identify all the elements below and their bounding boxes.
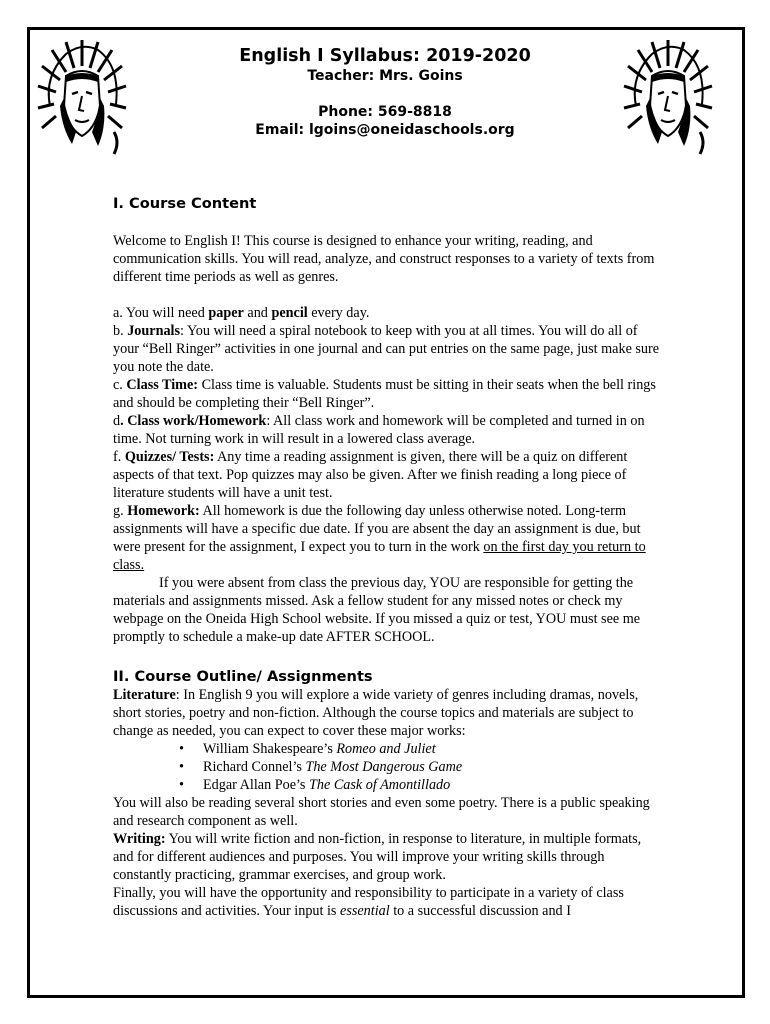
rule-c-class-time: c. Class Time: Class time is valuable. Students must be sitting in their seats when the bell rings and should be completing their “Bell Ringer”. <box>113 377 656 411</box>
list-item: • Edgar Allan Poe’s The Cask of Amontillado <box>203 776 661 794</box>
phone-number: Phone: 569-8818 <box>318 104 452 120</box>
list-item: • Richard Connel’s The Most Dangerous Game <box>203 758 661 776</box>
teacher-name: Teacher: Mrs. Goins <box>307 68 463 84</box>
syllabus-title: English I Syllabus: 2019-2020 <box>239 46 531 66</box>
indian-chief-head-logo <box>36 36 128 156</box>
rule-d-classwork: d. Class work/Homework: All class work and homework will be completed and turned in on time. Not turning work in will result in a lowered class average. <box>113 413 645 447</box>
syllabus-body <box>113 195 661 920</box>
absence-paragraph: If you were absent from class the previous day, YOU are responsible for getting the materials and assignments missed. Ask a fellow student for any missed notes or check my webpage on the Oneida High School website. If you missed a quiz or test, YOU must see me promptly to schedule a make-up date AFTER SCHOOL. <box>113 575 641 645</box>
rule-a: a. You will need paper and pencil every day. <box>113 305 370 321</box>
section-heading-course-outline: II. Course Outline/ Assignments <box>113 668 373 685</box>
literature-paragraph: Literature: In English 9 you will explore a wide variety of genres including dramas, novels, short stories, poetry and non-fiction. Although the course topics and materials are subject to change as needed, you can expect to cover these major works: <box>113 687 639 739</box>
participation-paragraph: Finally, you will have the opportunity and responsibility to participate in a variety of class discussions and activities. Your input is essential to a successful discussion and I <box>113 885 624 919</box>
reading-paragraph: You will also be reading several short stories and even some poetry. There is a public speaking and research component as well. <box>113 795 650 829</box>
email-address: Email: lgoins@oneidaschools.org <box>255 122 515 138</box>
works-list <box>113 740 661 794</box>
section-heading-course-content: I. Course Content <box>113 195 257 212</box>
welcome-paragraph: Welcome to English I! This course is designed to enhance your writing, reading, and communication skills. You will read, analyze, and construct responses to a variety of texts from different time periods as well as genres. <box>113 233 655 285</box>
rule-f-quizzes: f. Quizzes/ Tests: Any time a reading assignment is given, there will be a quiz on different aspects of that text. Pop quizzes may also be given. After we finish reading a long piece of literature students will have a unit test. <box>113 449 628 501</box>
rule-g-homework: g. Homework: All homework is due the following day unless otherwise noted. Long-term assignments will have a specific due date. If you are absent the day an assignment is due, but were present for the assignment, I expect you to turn in the work on the first day you return to class. <box>113 503 646 573</box>
rule-b-journals: b. Journals: You will need a spiral notebook to keep with you at all times. You will do all of your “Bell Ringer” activities in one journal and can put entries on the same page, just make sure you note the date. <box>113 323 660 375</box>
list-item: • William Shakespeare’s Romeo and Juliet <box>203 740 661 758</box>
writing-paragraph: Writing: You will write fiction and non-fiction, in response to literature, in multiple formats, and for different audiences and purposes. You will improve your writing skills through constantly practicing, grammar exercises, and group work. <box>113 831 642 883</box>
